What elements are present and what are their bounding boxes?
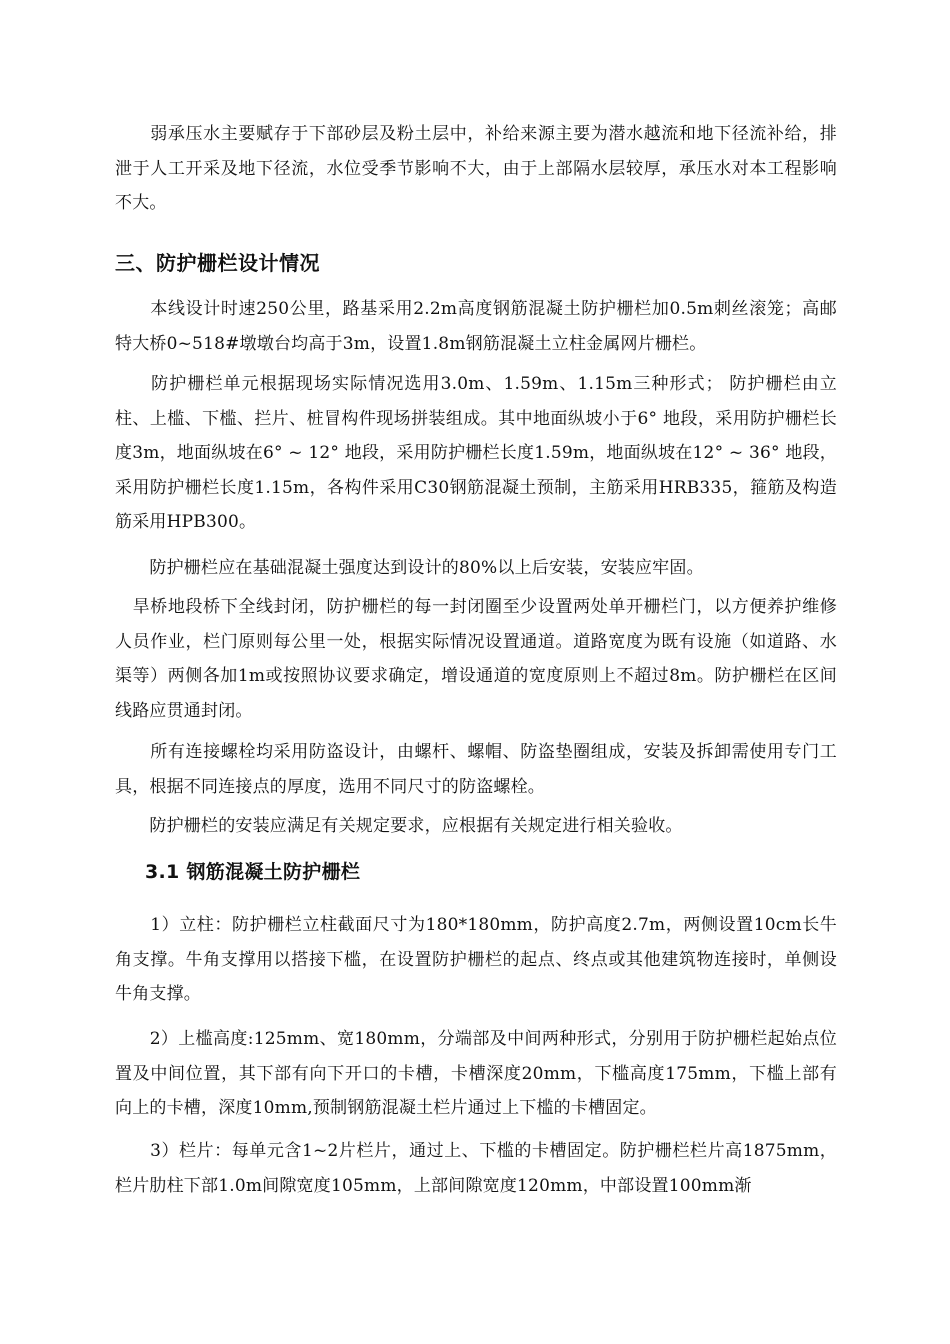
paragraph-anti-theft-bolts: 所有连接螺栓均采用防盗设计，由螺杆、螺帽、防盗垫圈组成，安装及拆卸需使用专门工具，根据不同连接点的厚度，选用不同尺寸的防盗螺栓。 bbox=[115, 742, 837, 797]
paragraph-panel: 3）栏片：每单元含1~2片栏片，通过上、下槛的卡槽固定。防护栅栏栏片高1875mm，栏片肋柱下部1.0m间隙宽度105mm，上部间隙宽度120mm，中部设置100mm渐 bbox=[115, 1141, 837, 1196]
paragraph-acceptance: 防护栅栏的安装应满足有关规定要求，应根据有关规定进行相关验收。 bbox=[115, 816, 683, 836]
paragraph-upper-sill: 2）上槛高度:125mm、宽180mm，分端部及中间两种形式，分别用于防护栅栏起始点位置及中间位置，其下部有向下开口的卡槽，卡槽深度20mm，下槛高度175mm，下槛上部有向上的卡槽，深度10mm,预制钢筋混凝土栏片通过上下槛的卡槽固定。 bbox=[115, 1029, 837, 1118]
paragraph-design-speed: 本线设计时速250公里，路基采用2.2m高度钢筋混凝土防护栅栏加0.5m刺丝滚笼；高邮特大桥0~518#墩墩台均高于3m，设置1.8m钢筋混凝土立柱金属网片栅栏。 bbox=[115, 299, 837, 354]
paragraph-fence-units: 防护栅栏单元根据现场实际情况选用3.0m、1.59m、1.15m三种形式； 防护栅栏由立柱、上槛、下槛、拦片、桩冒构件现场拼装组成。其中地面纵坡小于6° 地段，采用防护栅栏长度3m，地面纵坡在6° ~ 12° 地段，采用防护栅栏长度1.59m，地面纵坡在12° ~ 36° 地段，采用防护栅栏长度1.15m，各构件采用C30钢筋混凝土预制，主筋采用HRB335，箍筋及构造筋采用HPB300。 bbox=[115, 374, 837, 532]
paragraph-dry-bridge: 旱桥地段桥下全线封闭，防护栅栏的每一封闭圈至少设置两处单开栅栏门，以方便养护维修人员作业，栏门原则每公里一处，根据实际情况设置通道。道路宽度为既有设施（如道路、水渠等）两侧各加1m或按照协议要求确定，增设通道的宽度原则上不超过8m。防护栅栏在区间线路应贯通封闭。 bbox=[115, 597, 837, 721]
paragraph-groundwater: 弱承压水主要赋存于下部砂层及粉土层中，补给来源主要为潜水越流和地下径流补给，排泄于人工开采及地下径流，水位受季节影响不大，由于上部隔水层较厚，承压水对本工程影响不大。 bbox=[115, 124, 837, 213]
paragraph-column: 1）立柱：防护栅栏立柱截面尺寸为180*180mm，防护高度2.7m，两侧设置10cm长牛角支撑。牛角支撑用以搭接下槛，在设置防护栅栏的起点、终点或其他建筑物连接时，单侧设牛角支撑。 bbox=[115, 915, 837, 1004]
section-heading-3: 三、防护栅栏设计情况 bbox=[115, 251, 320, 275]
section-heading-3-1: 3.1 钢筋混凝土防护栅栏 bbox=[145, 861, 361, 883]
paragraph-installation: 防护栅栏应在基础混凝土强度达到设计的80%以上后安装，安装应牢固。 bbox=[115, 558, 704, 578]
